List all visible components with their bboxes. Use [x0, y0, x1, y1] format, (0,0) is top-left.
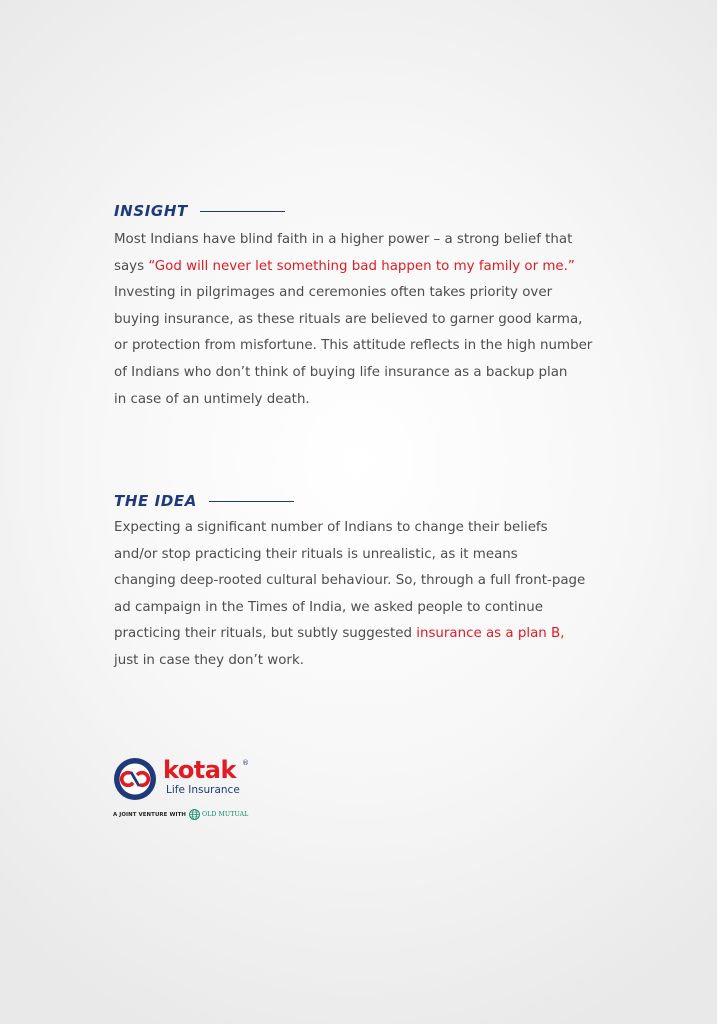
insight-section — [114, 200, 614, 413]
kotak-brand-name: kotak — [163, 756, 236, 784]
idea-line-5-text: practicing their rituals, but subtly suggested — [114, 626, 417, 642]
idea-line-1-text: Expecting a significant number of Indians to change their beliefs — [114, 520, 548, 535]
idea-line-3-text: changing deep-rooted cultural behaviour. So, through a full front-page — [114, 573, 586, 589]
idea-line-1 — [114, 515, 614, 542]
insight-line-5-text: or protection from misfortune. This attitude reflects in the high number — [114, 338, 593, 354]
insight-line-7-text: in case of an untimely death. — [114, 391, 310, 407]
insight-line-6-text: of Indians who don’t think of buying life insurance as a backup plan — [114, 364, 568, 380]
insight-line-4-text: buying insurance, as these rituals are believed to garner good karma, — [114, 311, 583, 327]
registered-mark: ® — [242, 759, 249, 767]
idea-line-2 — [114, 542, 614, 569]
kotak-infinity-mark-icon — [113, 757, 157, 801]
joint-venture-label: A JOINT VENTURE WITH — [113, 811, 186, 818]
idea-heading-rule — [209, 501, 294, 502]
idea-heading: THE IDEA — [114, 492, 197, 510]
insight-line-2-text: says — [114, 258, 149, 274]
idea-line-6-text: just in case they don’t work. — [114, 652, 304, 668]
insight-line-7 — [114, 387, 614, 414]
kotak-logo — [113, 757, 263, 827]
idea-line-3 — [114, 568, 614, 595]
insight-heading-rule — [200, 211, 285, 212]
old-mutual-globe-icon — [189, 809, 200, 820]
insight-line-4 — [114, 307, 614, 334]
joint-venture-row — [113, 809, 248, 820]
idea-line-6 — [114, 648, 614, 675]
insight-line-3 — [114, 280, 614, 307]
life-insurance-label: Life Insurance — [166, 784, 240, 796]
insight-line-1-text: Most Indians have blind faith in a higher power – a strong belief that — [114, 232, 573, 247]
insight-quote-highlight: “God will never let something bad happen to my family or me.” — [148, 258, 575, 274]
insight-line-1 — [114, 227, 614, 254]
idea-line-5 — [114, 621, 614, 648]
idea-line-2-text: and/or stop practicing their rituals is unrealistic, as it means — [114, 546, 518, 562]
insight-line-5 — [114, 333, 614, 360]
idea-plan-b-comma: , — [560, 626, 565, 642]
idea-line-4 — [114, 595, 614, 622]
insight-heading-row — [114, 200, 614, 222]
insight-line-2 — [114, 254, 614, 281]
idea-line-4-text: ad campaign in the Times of India, we asked people to continue — [114, 599, 543, 615]
insight-line-6 — [114, 360, 614, 387]
insight-heading: INSIGHT — [114, 202, 188, 220]
insight-line-3-text: Investing in pilgrimages and ceremonies often takes priority over — [114, 285, 553, 301]
insight-body — [114, 227, 614, 413]
idea-plan-b-highlight: insurance as a plan B — [416, 626, 561, 642]
idea-body — [114, 515, 614, 675]
idea-section — [114, 490, 614, 675]
old-mutual-label: OLD MUTUAL — [201, 811, 249, 818]
idea-heading-row — [114, 490, 614, 512]
